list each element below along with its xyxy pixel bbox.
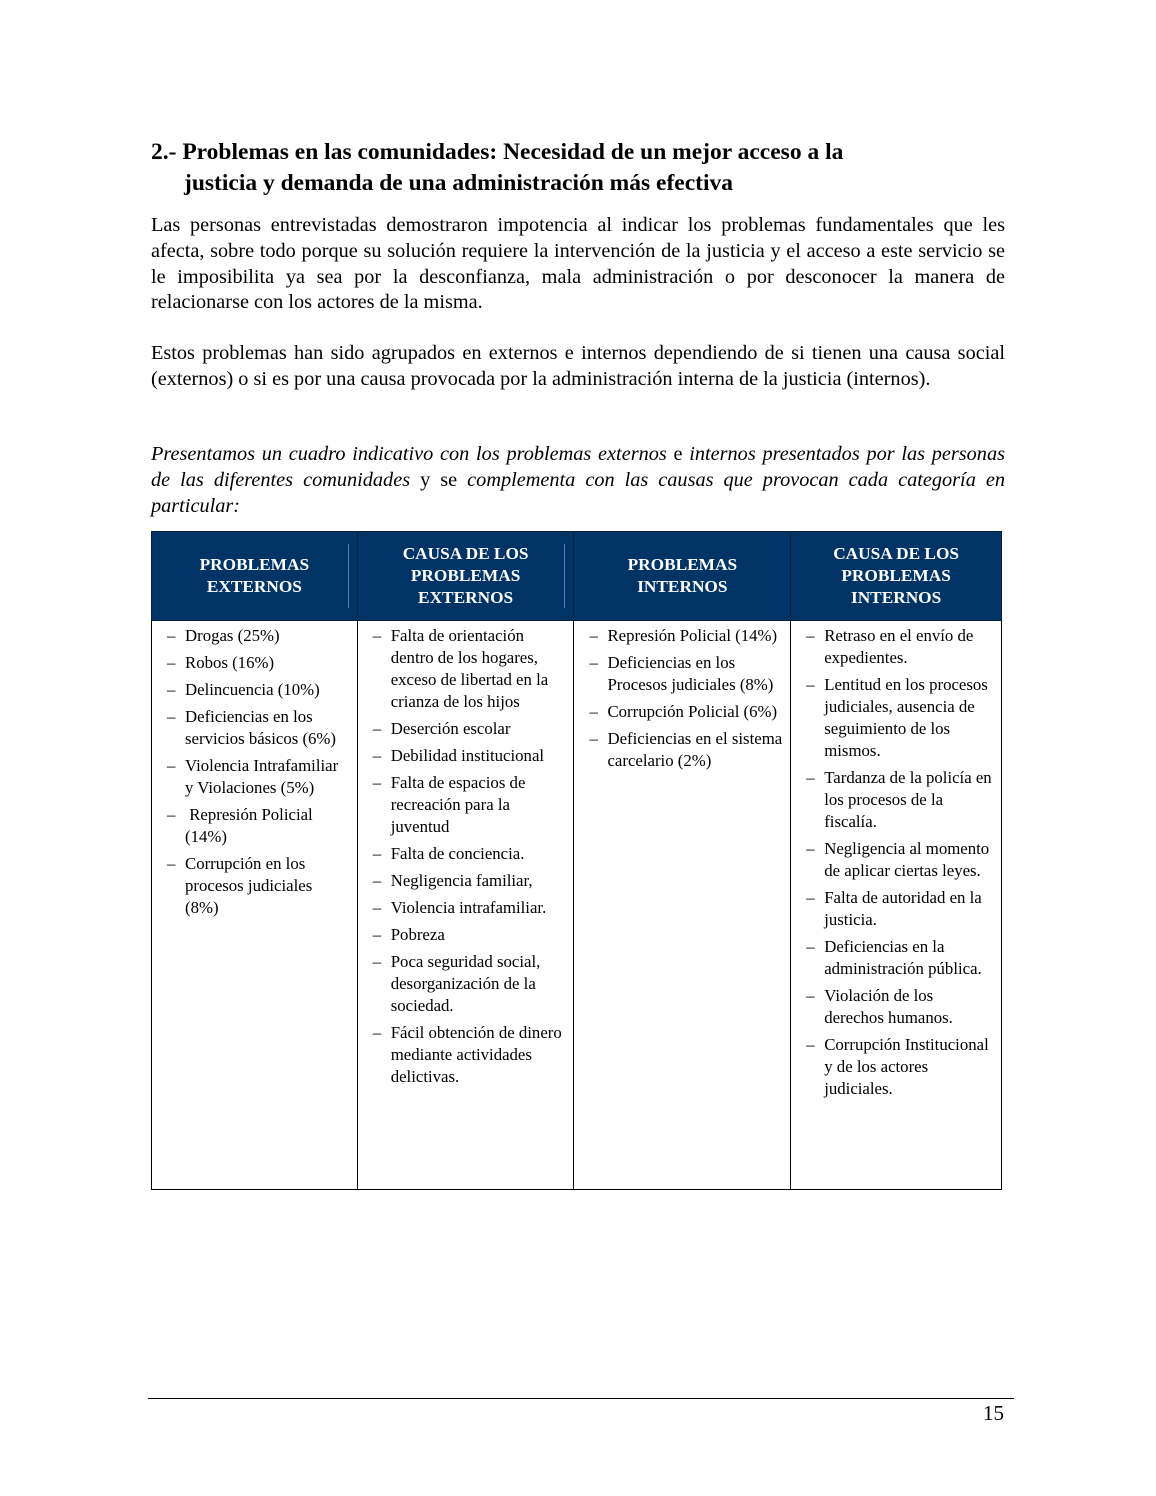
header-causa-problemas-externos: CAUSA DE LOS PROBLEMAS EXTERNOS [357, 532, 574, 621]
dash-bullet-icon: – [167, 653, 176, 672]
header-separator [564, 544, 565, 608]
list-item: – Violencia Intrafamiliar y Violaciones (5%) [167, 756, 339, 797]
header-problemas-externos: PROBLEMAS EXTERNOS [152, 532, 358, 621]
cell-problemas-externos [152, 621, 358, 1190]
dash-bullet-icon: – [589, 626, 598, 645]
dash-bullet-icon: – [167, 854, 176, 873]
dash-bullet-icon: – [372, 626, 382, 645]
dash-bullet-icon: – [806, 888, 815, 907]
dash-bullet-icon: – [806, 839, 815, 858]
list-causa-problemas-externos [368, 625, 566, 1088]
dash-bullet-icon: – [589, 702, 598, 721]
list-item: – Deficiencias en los servicios básicos (6%) [167, 707, 336, 748]
cell-problemas-internos [574, 621, 791, 1190]
list-item: – Falta de conciencia. [372, 844, 525, 863]
list-item: – Negligencia al momento de aplicar ciertas leyes. [806, 839, 990, 880]
list-item: – Corrupción Institucional y de los actores judiciales. [806, 1035, 989, 1098]
cell-causa-problemas-internos [791, 621, 1002, 1190]
header-causa-problemas-internos: CAUSA DE LOS PROBLEMAS INTERNOS [791, 532, 1002, 621]
dash-bullet-icon: – [167, 805, 176, 824]
dash-bullet-icon: – [372, 898, 382, 917]
header-problemas-internos: PROBLEMAS INTERNOS [574, 532, 791, 621]
dash-bullet-icon: – [806, 1035, 815, 1054]
section-heading-line-2: justicia y demanda de una administración más efectiva [184, 170, 733, 196]
table-intro-italic-1: Presentamos un cuadro indicativo con los problemas externos [151, 443, 667, 465]
list-item: – Fácil obtención de dinero mediante actividades delictivas. [372, 1023, 562, 1086]
paragraph-grouping: Estos problemas han sido agrupados en externos e internos dependiendo de si tienen una causa social (externos) o si es por una causa provocada por la administración interna de la justicia (internos). [151, 342, 1005, 390]
dash-bullet-icon: – [372, 719, 382, 738]
page-number: 15 [983, 1401, 1004, 1425]
list-item: – Deficiencias en los Procesos judiciales (8%) [589, 653, 774, 694]
section-heading-line-1: 2.- Problemas en las comunidades: Necesidad de un mejor acceso a la [151, 139, 844, 165]
list-item: – Falta de autoridad en la justicia. [806, 888, 982, 929]
table-intro-plain-1: e [666, 443, 690, 465]
problems-causes-table [151, 531, 1002, 1190]
list-item: – Represión Policial (14%) [589, 626, 778, 645]
dash-bullet-icon: – [167, 626, 176, 645]
dash-bullet-icon: – [806, 675, 815, 694]
list-item: – Drogas (25%) [167, 626, 280, 645]
dash-bullet-icon: – [372, 773, 382, 792]
list-item: – Represión Policial (14%) [167, 805, 317, 846]
paragraph-table-intro [151, 442, 1005, 519]
list-problemas-internos [584, 625, 782, 772]
dash-bullet-icon: – [806, 626, 815, 645]
list-item: – Violencia intrafamiliar. [372, 898, 547, 917]
list-item: – Deficiencias en la administración pública. [806, 937, 982, 978]
dash-bullet-icon: – [806, 986, 815, 1005]
list-item: – Falta de espacios de recreación para la juventud [372, 773, 526, 836]
table-intro-plain-2: y se [410, 468, 468, 491]
header-separator [348, 544, 349, 608]
list-problemas-externos [162, 625, 349, 919]
list-item: – Delincuencia (10%) [167, 680, 320, 699]
dash-bullet-icon: – [372, 871, 382, 890]
dash-bullet-icon: – [372, 1023, 382, 1042]
dash-bullet-icon: – [167, 707, 176, 726]
list-item: – Corrupción en los procesos judiciales (8%) [167, 854, 313, 917]
list-item: – Poca seguridad social, desorganización de la sociedad. [372, 952, 541, 1015]
dash-bullet-icon: – [589, 729, 598, 748]
list-item: – Deficiencias en el sistema carcelario (2%) [589, 729, 783, 770]
paragraph-intro: Las personas entrevistadas demostraron impotencia al indicar los problemas fundamentales que les afecta, sobre todo porque su solución requiere la intervención de la justicia y el acceso a este servicio se le imposibilita ya sea por la desconfianza, mala administración o por desconocer la manera de relacionarse con los actores de la misma. [151, 214, 1005, 314]
table-body-row [152, 621, 1002, 1190]
table-intro-italic-3: complementa con las causas que provocan cada categoría en particular: [151, 468, 1005, 517]
dash-bullet-icon: – [806, 937, 815, 956]
list-causa-problemas-internos [801, 625, 993, 1100]
list-item: – Pobreza [372, 925, 445, 944]
list-item: – Lentitud en los procesos judiciales, ausencia de seguimiento de los mismos. [806, 675, 988, 760]
table-header-row [152, 532, 1002, 621]
list-item: – Falta de orientación dentro de los hogares, exceso de libertad en la crianza de los hijos [372, 626, 549, 711]
dash-bullet-icon: – [167, 756, 176, 775]
footer-divider [148, 1398, 1014, 1399]
dash-bullet-icon: – [372, 844, 382, 863]
cell-causa-problemas-externos [357, 621, 574, 1190]
list-item: – Retraso en el envío de expedientes. [806, 626, 974, 667]
list-item: – Deserción escolar [372, 719, 511, 738]
list-item: – Corrupción Policial (6%) [589, 702, 778, 721]
dash-bullet-icon: – [806, 768, 815, 787]
dash-bullet-icon: – [167, 680, 176, 699]
list-item: – Violación de los derechos humanos. [806, 986, 953, 1027]
dash-bullet-icon: – [372, 952, 382, 971]
dash-bullet-icon: – [372, 746, 382, 765]
list-item: – Robos (16%) [167, 653, 275, 672]
list-item: – Negligencia familiar, [372, 871, 533, 890]
table-intro-italic-2: internos presentados por las personas de las diferentes comunidades [151, 443, 1005, 491]
dash-bullet-icon: – [589, 653, 598, 672]
dash-bullet-icon: – [372, 925, 382, 944]
list-item: – Debilidad institucional [372, 746, 545, 765]
section-heading [151, 137, 1011, 199]
list-item: – Tardanza de la policía en los procesos de la fiscalía. [806, 768, 992, 831]
